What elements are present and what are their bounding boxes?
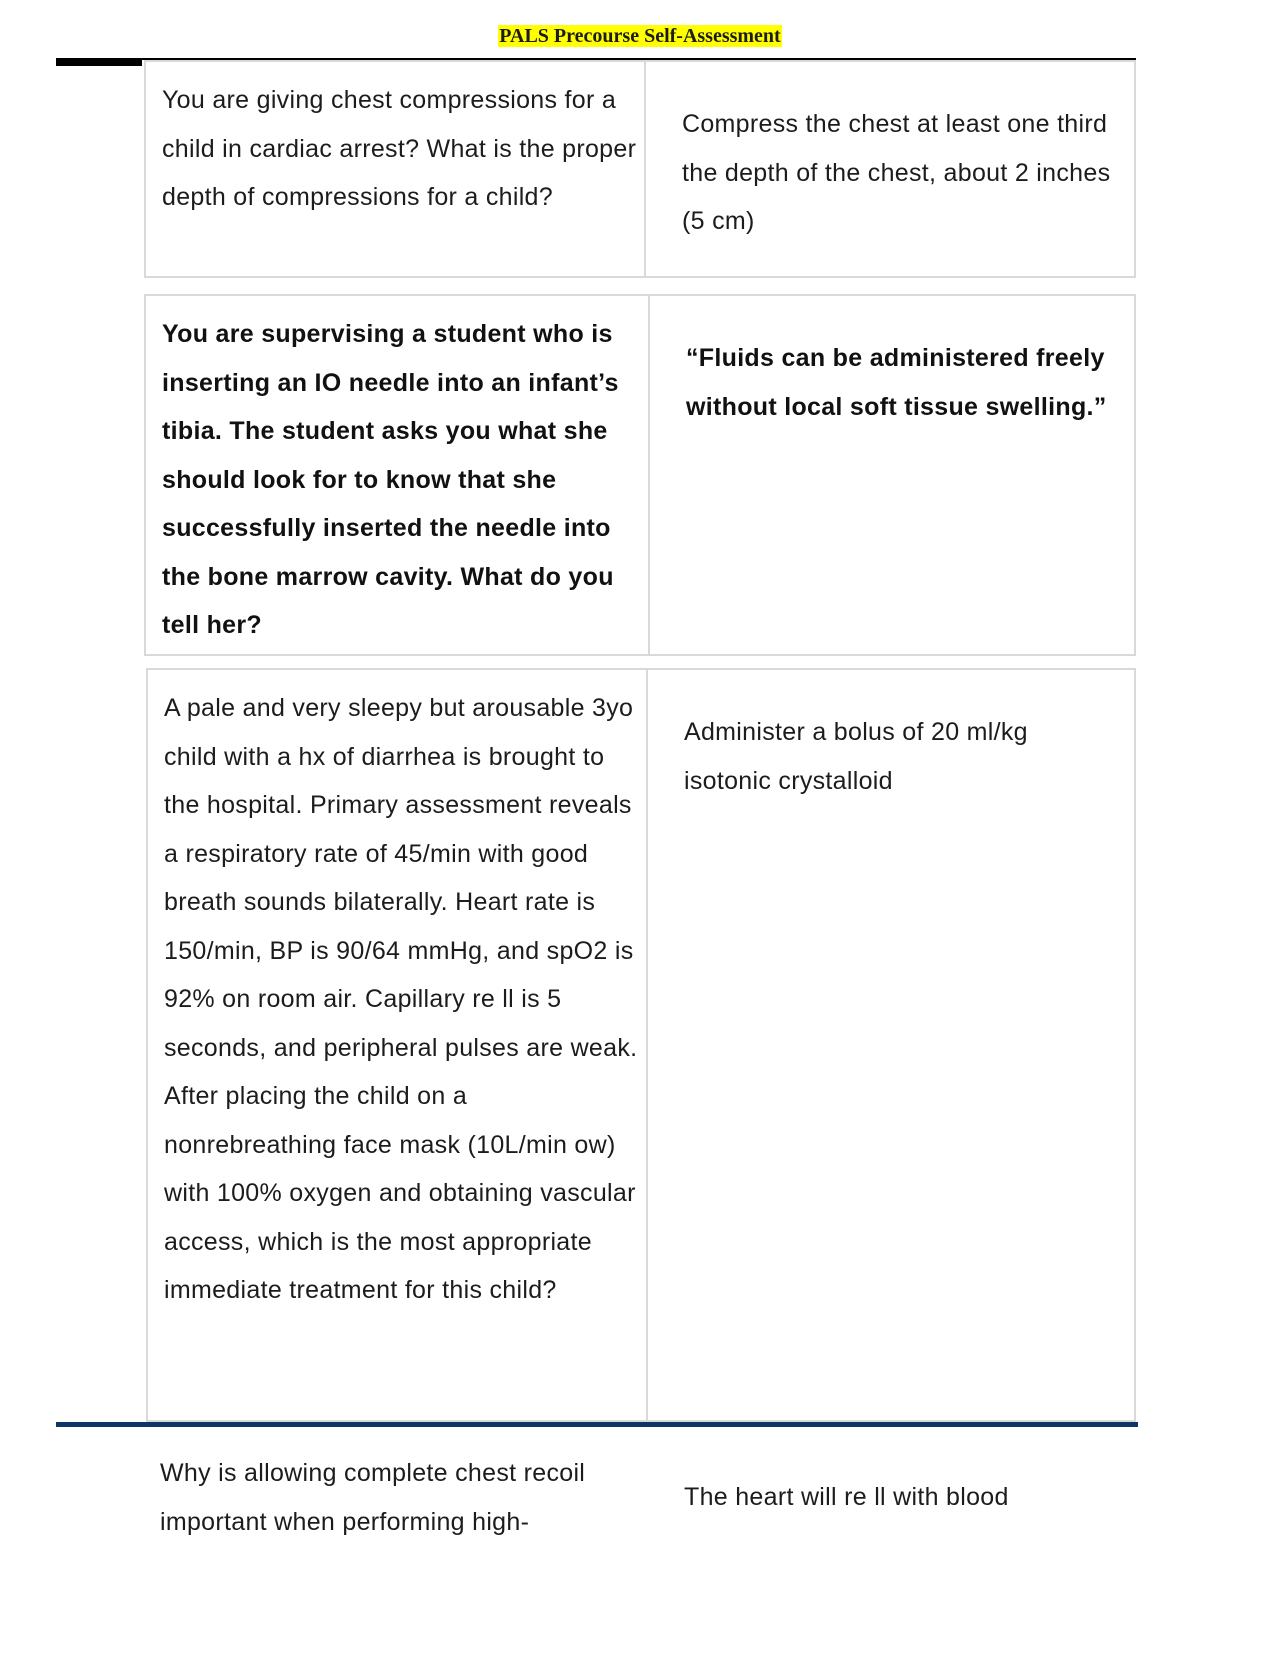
question-text: You are giving chest compressions for a child in cardiac arrest? What is the proper depth of compressions for a child? [146, 62, 646, 276]
answer-text: The heart will re ll with blood [684, 1483, 1009, 1511]
answer-text: Administer a bolus of 20 ml/kg isotonic crystalloid [684, 718, 1028, 795]
qa-card-io-needle [144, 294, 1136, 656]
document-title-text: PALS Precourse Self-Assessment [499, 25, 781, 47]
answer-text: Compress the chest at least one third the depth of the chest, about 2 inches (5 cm) [682, 110, 1111, 235]
document-title [0, 24, 1280, 48]
answer-text: “Fluids can be administered freely without local soft tissue swelling.” [686, 344, 1107, 421]
question-text: A pale and very sleepy but arousable 3yo child with a hx of diarrhea is brought to the hospital. Primary assessment reveals a respiratory rate of 45/min with good breath sounds bilaterally. Heart rate is 150/min, BP is 90/64 mmHg, and spO2 is 92% on room air. Capillary re ll is 5 seconds, and peripheral pulses are weak. After placing the child on a nonrebreathing face mask (10L/min ow) with 100% oxygen and obtaining vascular access, which is the most appropriate immediate treatment for this child? [148, 670, 648, 1420]
top-rule-thick [56, 58, 142, 66]
qa-card-chest-recoil [144, 1427, 1136, 1656]
qa-card-hypovolemic-child [146, 668, 1136, 1422]
question-text: Why is allowing complete chest recoil important when performing high- [160, 1459, 586, 1536]
question-text: You are supervising a student who is inserting an IO needle into an infant’s tibia. The student asks you what she should look for to know that she successfully inserted the needle into the bone marrow cavity. What do you tell her? [146, 296, 650, 654]
qa-card-chest-compression-depth [144, 60, 1136, 278]
